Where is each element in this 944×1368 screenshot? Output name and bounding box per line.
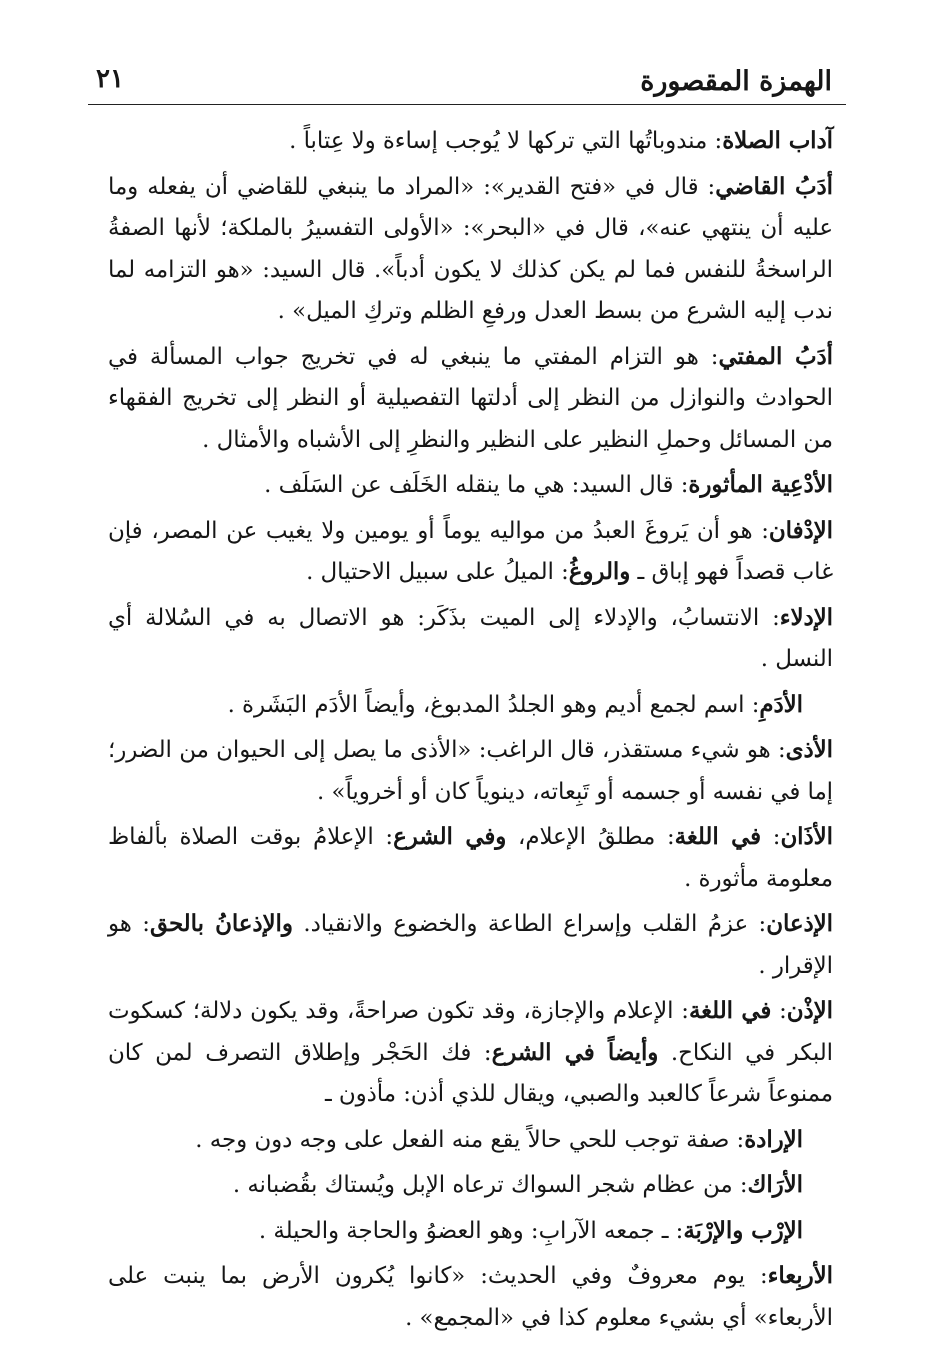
entry-al-arbia [108,1256,833,1339]
page-number: ٢١ [96,64,124,94]
entry-subterm: والروغُ [568,559,631,585]
entry-definition: : هو التزام المفتي ما ينبغي له في تخريج جواب المسألة في الحوادث والنوازل من النظر إلى أدلتها التفصيلية أو النظر إلى تخريج الفقهاء من المسائل وحملِ النظير على النظير والنظرِ إلى الأشباه والأمثال . [108,343,833,453]
entry-subterm: والإذعانُ بالحق [149,911,293,937]
entry-subterm: في اللغة [688,998,772,1024]
entry-definition: : اسم لجمع أديم وهو الجلدُ المدبوغ، وأيضاً الأدَم البَشَرة . [227,691,760,718]
entry-term: آداب الصلاة [722,128,833,154]
entry-term: الإذعان [766,911,833,937]
entry-subdefinition: : هو الإقرار . [108,911,833,979]
entry-term: الأذَان [780,824,833,850]
entry-al-adam [108,685,833,727]
entry-term: الأذى [785,737,833,763]
entry-al-idhan [108,904,833,987]
entry-al-irb [108,1211,833,1253]
running-header [88,62,846,105]
entry-subdefinition: : الإعلامُ بوقت الصلاة بألفاظ معلومة مأثورة . [108,824,833,892]
entry-definition: : ـ جمعه الآرابِ: وهو العضوُ والحاجة والحيلة . [258,1217,684,1244]
entry-term: الإرادة [744,1126,803,1153]
entry-subterm: في اللغة [674,824,761,850]
entry-term: الإدلاء [779,604,833,631]
entry-definition: : هو شيء مستقذر، قال الراغب: «الأذى ما يصل إلى الحيوان من الضرر؛ إما في نفسه أو جسمه أو تَبِعاته، دينوياً كان أو أخروياً» . [108,737,833,805]
entry-al-irada [108,1120,833,1162]
entry-adab-al-qadi [108,167,833,333]
entry-definition: : يوم معروفٌ وفي الحديث: «كانوا يُكرون الأرض بما ينبت على الأربعاء» أي بشيء معلوم كذا في «المجمع» . [108,1263,833,1331]
entry-subterm: وفي الشرع [393,824,507,850]
entry-al-arak [108,1165,833,1207]
entry-term: الإدْفان [768,517,833,544]
entry-term: الأدْعِية المأثورة [688,472,833,498]
entry-al-adha [108,730,833,813]
entry-definition: : [779,998,787,1024]
entry-al-idla [108,598,833,681]
entry-term: الأرَاك [747,1172,803,1198]
entry-subdefinition: : الإعلام والإجازة، وقد تكون صراحةً، وقد يكون دلالة؛ كسكوت البكر في النكاح. [108,998,834,1066]
entry-definition: : [772,824,781,850]
entry-term: الأربِعاء [767,1263,833,1289]
entry-subdefinition: : فك الحَجْر وإطلاق التصرف لمن كان ممنوعاً شرعاً كالعبد والصبي، ويقال للذي أذن: مأذون ـ [108,1039,833,1107]
entry-subdefinition: : مطلقُ الإعلام، [517,824,675,850]
entry-al-idhn [108,991,833,1116]
entry-definition: : قال السيد: هي ما ينقله الخَلَف عن السَلَف . [264,472,689,498]
entry-definition: : صفة توجب للحي حالاً يقع منه الفعل على وجه دون وجه . [195,1126,745,1153]
entry-subdefinition: : الميلُ على سبيل الاحتيال . [306,559,569,585]
entry-al-adhan [108,817,833,900]
entry-al-idfan [108,511,833,594]
entry-definition: : عزمُ القلب وإسراع الطاعة والخضوع والانقياد. [303,911,767,937]
entry-term: الإذْن [786,998,833,1024]
entry-definition: : هو أن يَروغَ العبدُ من مواليه يوماً أو يومين ولا يغيب عن المصر، فإن غاب قصداً فهو إباق ـ [108,517,833,585]
entry-list [108,121,833,1343]
entry-al-adiya-al-mathura [108,465,833,507]
entry-definition: : قال في «فتح القدير»: «المراد ما ينبغي للقاضي أن يفعله وما عليه أن ينتهي عنه»، قال في «البحر»: «الأولى التفسيرُ بالملكة؛ لأنها الصفةُ الراسخةُ للنفس فما لم يكن كذلك لا يكون أدباً». قال السيد: «هو التزامه لما ندب إليه الشرع من بسط العدل ورفعِ الظلم وتركِ الميل» . [108,173,833,324]
entry-adab-al-mufti [108,337,833,462]
entry-definition: : من عظام شجر السواك ترعاه الإبل ويُستاك بقُضبانه . [232,1172,748,1198]
entry-adab-al-salat [108,121,833,163]
entry-term: أدَبُ القاضي [715,173,834,200]
entry-subterm: وأيضاً في الشرع [491,1039,659,1066]
running-title: الهمزة المقصورة [640,66,832,97]
entry-definition: : الانتسابُ، والإدلاء إلى الميت بذَكَر: هو الاتصال به في السُلالة أي النسل . [108,604,833,672]
entry-term: الأدَمِ [759,691,803,718]
entry-definition: : مندوباتُها التي تركها لا يُوجب إساءة ولا عِتاباً . [289,128,723,154]
entry-term: الإرْب والإرْبَة [683,1217,803,1244]
entry-term: أدَبُ المفتي [718,343,833,370]
